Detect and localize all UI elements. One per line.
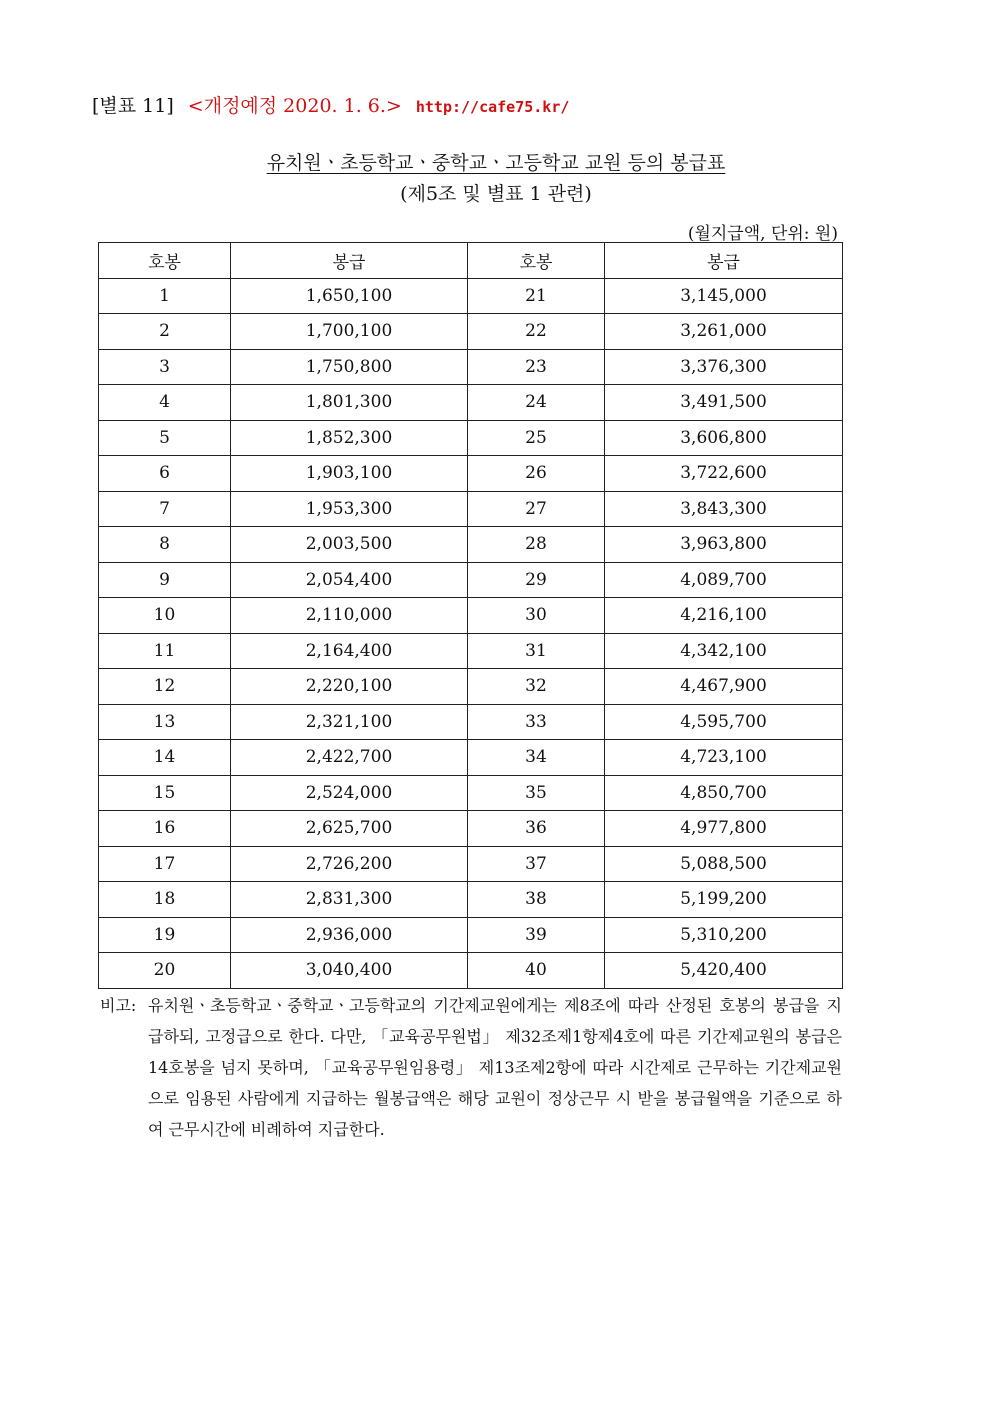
salary-cell: 3,843,300: [605, 491, 843, 527]
step-cell: 5: [99, 420, 231, 456]
step-cell: 15: [99, 775, 231, 811]
step-cell: 8: [99, 527, 231, 563]
salary-cell: 3,376,300: [605, 349, 843, 385]
salary-cell: 2,524,000: [231, 775, 468, 811]
salary-cell: 2,164,400: [231, 633, 468, 669]
table-row: [99, 811, 843, 847]
salary-cell: 4,089,700: [605, 562, 843, 598]
step-cell: 33: [468, 704, 605, 740]
step-cell: 21: [468, 278, 605, 314]
step-cell: 11: [99, 633, 231, 669]
step-cell: 13: [99, 704, 231, 740]
table-body: [99, 278, 843, 988]
table-row: [99, 953, 843, 989]
step-cell: 32: [468, 669, 605, 705]
salary-cell: 4,467,900: [605, 669, 843, 705]
salary-cell: 3,261,000: [605, 314, 843, 350]
step-cell: 10: [99, 598, 231, 634]
salary-cell: 4,216,100: [605, 598, 843, 634]
table-row: [99, 846, 843, 882]
step-cell: 16: [99, 811, 231, 847]
step-cell: 40: [468, 953, 605, 989]
column-header-salary: 봉급: [605, 243, 843, 279]
step-cell: 7: [99, 491, 231, 527]
table-row: [99, 562, 843, 598]
step-cell: 34: [468, 740, 605, 776]
step-cell: 17: [99, 846, 231, 882]
salary-cell: 2,422,700: [231, 740, 468, 776]
step-cell: 19: [99, 917, 231, 953]
table-row: [99, 598, 843, 634]
step-cell: 39: [468, 917, 605, 953]
step-cell: 4: [99, 385, 231, 421]
salary-cell: 3,963,800: [605, 527, 843, 563]
table-row: [99, 917, 843, 953]
salary-cell: 4,723,100: [605, 740, 843, 776]
salary-cell: 2,003,500: [231, 527, 468, 563]
step-cell: 2: [99, 314, 231, 350]
unit-note: (월지급액, 단위: 원): [687, 224, 838, 244]
table-row: [99, 633, 843, 669]
table-row: [99, 527, 843, 563]
table-row: [99, 775, 843, 811]
salary-table: [98, 242, 843, 989]
salary-cell: 2,936,000: [231, 917, 468, 953]
step-cell: 14: [99, 740, 231, 776]
remarks-label: 비고:: [100, 996, 137, 1015]
salary-cell: 3,722,600: [605, 456, 843, 492]
page-subtitle: (제5조 및 별표 1 관련): [400, 183, 592, 205]
salary-cell: 1,750,800: [231, 349, 468, 385]
remarks-text: 유치원ㆍ초등학교ㆍ중학교ㆍ고등학교의 기간제교원에게는 제8조에 따라 산정된 호봉의 봉급을 지급하되, 고정급으로 한다. 다만, 「교육공무원법」 제32조제1항제4호에 따른 기간제교원의 봉급은 14호봉을 넘지 못하며, 「교육공무원임용령」 제13조제2항에 따라 시간제로 근무하는 기간제교원으로 임용된 사람에게 지급하는 월봉급액은 해당 교원이 정상근무 시 받을 봉급월액을 기준으로 하여 근무시간에 비례하여 지급한다.: [148, 996, 842, 1139]
appendix-tag: [별표 11]: [92, 95, 174, 117]
table-row: [99, 740, 843, 776]
step-cell: 25: [468, 420, 605, 456]
step-cell: 6: [99, 456, 231, 492]
step-cell: 27: [468, 491, 605, 527]
salary-cell: 3,491,500: [605, 385, 843, 421]
salary-cell: 2,220,100: [231, 669, 468, 705]
salary-cell: 4,342,100: [605, 633, 843, 669]
step-cell: 20: [99, 953, 231, 989]
document-header: [92, 91, 569, 118]
step-cell: 22: [468, 314, 605, 350]
column-header-step: 호봉: [468, 243, 605, 279]
table-row: [99, 491, 843, 527]
salary-cell: 1,801,300: [231, 385, 468, 421]
salary-cell: 1,852,300: [231, 420, 468, 456]
table-row: [99, 704, 843, 740]
step-cell: 36: [468, 811, 605, 847]
salary-cell: 5,420,400: [605, 953, 843, 989]
step-cell: 35: [468, 775, 605, 811]
salary-cell: 2,726,200: [231, 846, 468, 882]
step-cell: 18: [99, 882, 231, 918]
step-cell: 31: [468, 633, 605, 669]
salary-cell: 3,145,000: [605, 278, 843, 314]
step-cell: 29: [468, 562, 605, 598]
table-row: [99, 420, 843, 456]
remarks: [100, 990, 842, 1145]
salary-cell: 3,606,800: [605, 420, 843, 456]
salary-cell: 2,054,400: [231, 562, 468, 598]
step-cell: 26: [468, 456, 605, 492]
step-cell: 38: [468, 882, 605, 918]
salary-cell: 5,088,500: [605, 846, 843, 882]
column-header-salary: 봉급: [231, 243, 468, 279]
salary-cell: 1,700,100: [231, 314, 468, 350]
table-row: [99, 669, 843, 705]
step-cell: 3: [99, 349, 231, 385]
salary-cell: 1,953,300: [231, 491, 468, 527]
salary-cell: 5,199,200: [605, 882, 843, 918]
salary-cell: 1,903,100: [231, 456, 468, 492]
step-cell: 9: [99, 562, 231, 598]
table-row: [99, 385, 843, 421]
salary-cell: 2,110,000: [231, 598, 468, 634]
table-header-row: [99, 243, 843, 279]
step-cell: 12: [99, 669, 231, 705]
salary-cell: 2,321,100: [231, 704, 468, 740]
salary-cell: 2,831,300: [231, 882, 468, 918]
salary-cell: 2,625,700: [231, 811, 468, 847]
table-row: [99, 314, 843, 350]
salary-cell: 4,850,700: [605, 775, 843, 811]
step-cell: 1: [99, 278, 231, 314]
table-row: [99, 882, 843, 918]
column-header-step: 호봉: [99, 243, 231, 279]
salary-cell: 4,595,700: [605, 704, 843, 740]
salary-cell: 3,040,400: [231, 953, 468, 989]
step-cell: 24: [468, 385, 605, 421]
source-url: http://cafe75.kr/: [415, 98, 570, 116]
salary-cell: 1,650,100: [231, 278, 468, 314]
table-row: [99, 278, 843, 314]
salary-cell: 4,977,800: [605, 811, 843, 847]
step-cell: 28: [468, 527, 605, 563]
salary-cell: 5,310,200: [605, 917, 843, 953]
page-title: 유치원ㆍ초등학교ㆍ중학교ㆍ고등학교 교원 등의 봉급표: [266, 152, 726, 174]
step-cell: 37: [468, 846, 605, 882]
table-row: [99, 456, 843, 492]
table-row: [99, 349, 843, 385]
step-cell: 30: [468, 598, 605, 634]
step-cell: 23: [468, 349, 605, 385]
revision-note: <개정예정 2020. 1. 6.>: [187, 95, 402, 117]
